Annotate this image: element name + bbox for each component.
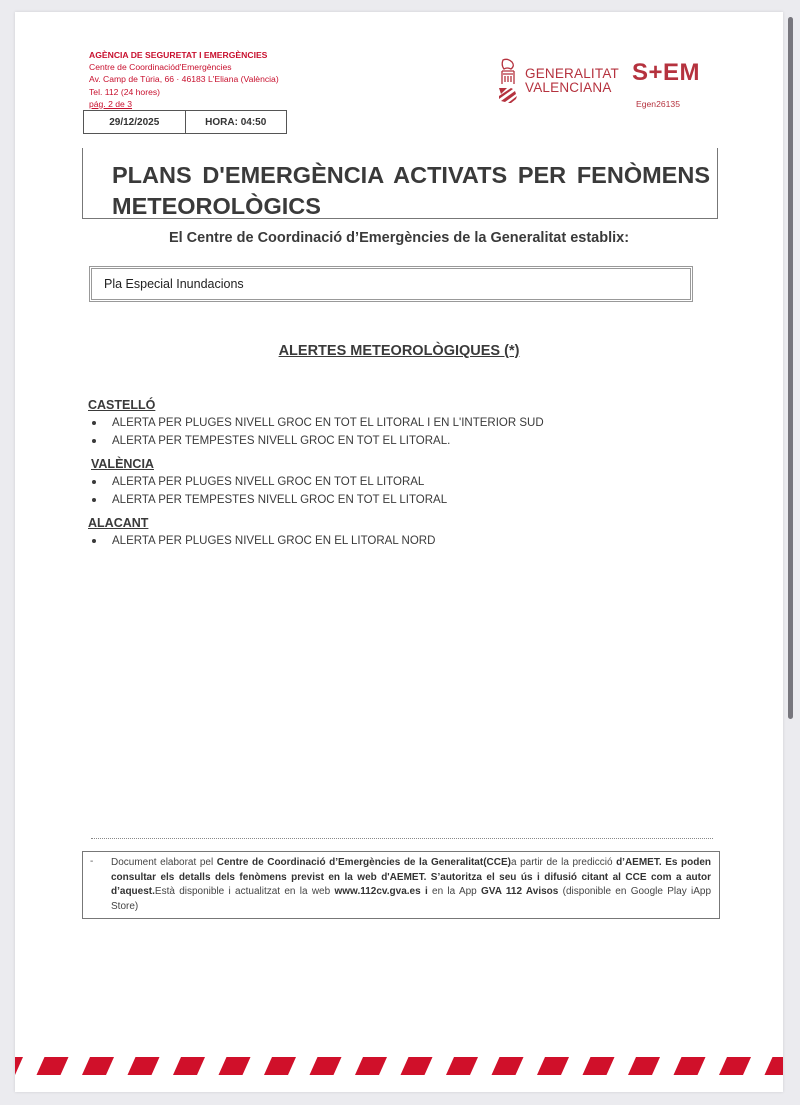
- stripe-segment: [674, 1057, 706, 1075]
- footnote-box: [82, 851, 720, 919]
- alert-item: ALERTA PER PLUGES NIVELL GROC EN TOT EL LITORAL: [88, 473, 728, 491]
- footnote-bold: Centre de Coordinació d’Emergències de la Generalitat(CCE): [216, 857, 511, 868]
- subtitle: El Centre de Coordinació d’Emergències de la Generalitat establix:: [168, 230, 630, 246]
- gva-line1: GENERALITAT: [525, 66, 619, 81]
- footnote-part: Està disponible i actualitzat en la web: [154, 886, 335, 897]
- page-number: pág. 2 de 3: [89, 98, 133, 109]
- stripe-segment: [719, 1057, 751, 1075]
- stripe-segment: [128, 1057, 160, 1075]
- alert-item: ALERTA PER TEMPESTES NIVELL GROC EN TOT EL LITORAL: [88, 491, 728, 509]
- document-page: [15, 12, 783, 1092]
- stripe-segment: [492, 1057, 524, 1075]
- gva-wordmark: [525, 67, 619, 95]
- stripe-segment: [401, 1057, 433, 1075]
- alert-item: ALERTA PER PLUGES NIVELL GROC EN EL LITORAL NORD: [88, 532, 728, 550]
- stripe-segment: [583, 1057, 615, 1075]
- page-title: PLANS D'EMERGÈNCIA ACTIVATS PER FENÒMENS METEOROLÒGICS: [112, 162, 710, 219]
- agency-header: [89, 49, 279, 110]
- sem-logo: S+EM: [632, 59, 701, 86]
- footnote-part: a partir de la predicció: [510, 857, 617, 868]
- footnote-website: www.112cv.gva.es i: [334, 886, 428, 897]
- phone: Tel. 112 (24 hores): [89, 86, 161, 97]
- region-name: ALACANT: [88, 516, 149, 530]
- active-plan-box: [89, 266, 693, 302]
- footnote-part: Document elaborat pel: [111, 857, 217, 868]
- gva-line2: VALENCIANA: [525, 80, 612, 95]
- date-time-box: [83, 110, 287, 134]
- footnote-dash: -: [90, 856, 94, 867]
- stripe-segment: [765, 1057, 784, 1075]
- stripe-segment: [15, 1057, 23, 1075]
- stripe-segment: [37, 1057, 69, 1075]
- footnote-bold: d’AEMET. Es poden consultar els detalls dels fenòmens previst en la web d'AEMET. S’autoritza el seu ús i difusió citant al CCE com a autor d’aquest.: [111, 857, 711, 897]
- regions-list: [88, 397, 728, 556]
- footnote-part: (disponible en Google Play iApp Store): [111, 886, 712, 912]
- document-code: Egen26135: [636, 99, 680, 109]
- address: Av. Camp de Túria, 66 · 46183 L'Eliana (València): [89, 74, 279, 85]
- gva-emblem-icon: [497, 58, 519, 104]
- alert-item: ALERTA PER PLUGES NIVELL GROC EN TOT EL LITORAL I EN L'INTERIOR SUD: [88, 414, 728, 432]
- active-plan: Pla Especial Inundacions: [104, 277, 244, 291]
- footnote-app-name: GVA 112 Avisos: [481, 886, 559, 897]
- red-stripe-border: [15, 1057, 783, 1075]
- region-valencia: [88, 456, 728, 509]
- generalitat-valenciana-logo: [497, 58, 619, 104]
- alerts-heading: ALERTES METEOROLÒGIQUES (*): [278, 343, 520, 359]
- region-alacant: [88, 515, 728, 550]
- footnote-part: en la App: [427, 886, 482, 897]
- dotted-separator: [91, 838, 713, 839]
- stripe-segment: [628, 1057, 660, 1075]
- stripe-segment: [82, 1057, 114, 1075]
- vertical-scrollbar[interactable]: [788, 17, 793, 719]
- stripe-segment: [537, 1057, 569, 1075]
- stripe-segment: [264, 1057, 296, 1075]
- region-name: CASTELLÓ: [88, 398, 156, 412]
- stripe-segment: [173, 1057, 205, 1075]
- footnote-text: [111, 856, 711, 914]
- agency-name: AGÈNCIA DE SEGURETAT I EMERGÈNCIES: [89, 50, 268, 60]
- title-box: [82, 148, 718, 219]
- centre-name: Centre de Coordinaciód'Emergències: [89, 62, 232, 73]
- stripe-segment: [446, 1057, 478, 1075]
- date: 29/12/2025: [109, 116, 160, 128]
- stripe-segment: [355, 1057, 387, 1075]
- alert-item: ALERTA PER TEMPESTES NIVELL GROC EN TOT EL LITORAL.: [88, 432, 728, 450]
- stripe-segment: [310, 1057, 342, 1075]
- region-castello: [88, 397, 728, 450]
- time: HORA: 04:50: [185, 111, 287, 133]
- region-name: VALÈNCIA: [91, 457, 154, 471]
- stripe-segment: [219, 1057, 251, 1075]
